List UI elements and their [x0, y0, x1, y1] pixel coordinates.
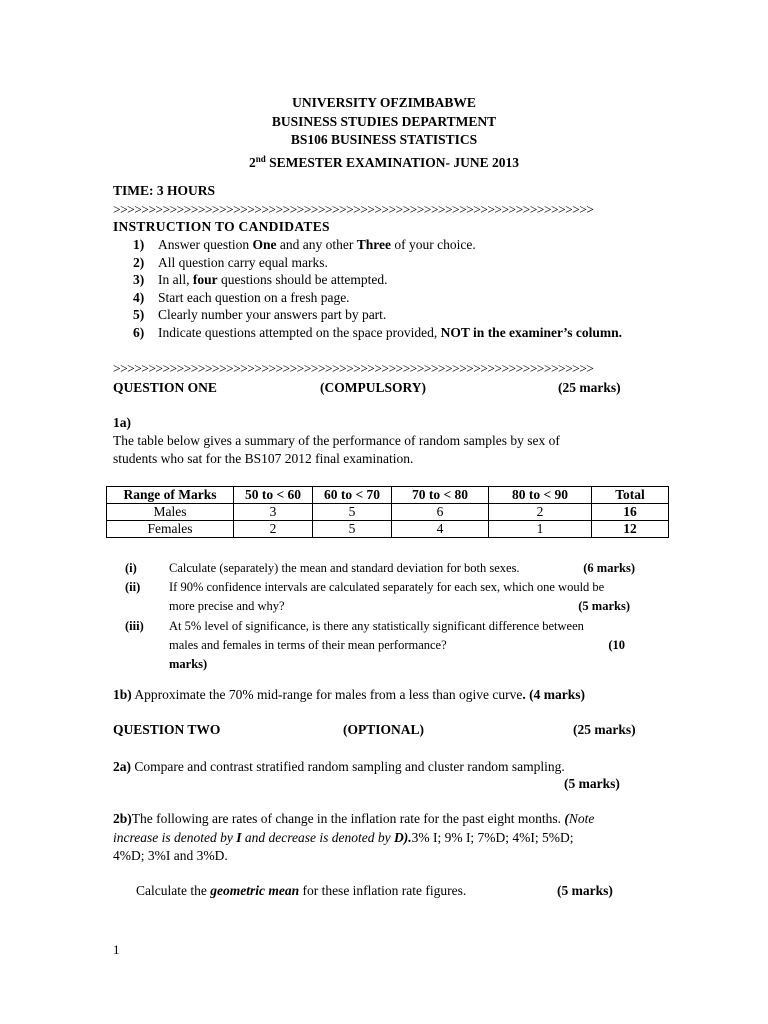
separator-bottom: >>>>>>>>>>>>>>>>>>>>>>>>>>>>>>>>>>>>>>>>>>>>>>>>>>>>>>>>>>>>>>>>>>>> — [113, 361, 594, 376]
table-cell: Males — [107, 504, 234, 521]
q2a-marks: (5 marks) — [564, 776, 620, 791]
table-header-cell: 50 to < 60 — [234, 487, 313, 504]
table-header-cell: Total — [592, 487, 669, 504]
table-header-cell: 60 to < 70 — [313, 487, 392, 504]
course-title: BS106 BUSINESS STATISTICS — [290, 132, 478, 148]
instruction-item: 4) Start each question on a fresh page. — [133, 289, 350, 305]
q2b-line1: 2b)The following are rates of change in the inflation rate for the past eight months. (Note — [113, 811, 595, 826]
q2b-line3: 4%D; 3%I and 3%D. — [113, 848, 228, 863]
instruction-item: 6) Indicate questions attempted on the space provided, NOT in the examiner’s column. — [133, 324, 623, 340]
q1-subpart-i: (i) Calculate (separately) the mean and standard deviation for both sexes. (6 marks) — [125, 561, 635, 575]
exam-header — [0, 94, 768, 172]
table-cell: 4 — [392, 521, 489, 538]
q1-type: (COMPULSORY) — [320, 380, 427, 395]
q1b: 1b) Approximate the 70% mid-range for males from a less than ogive curve. (4 marks) — [113, 687, 586, 702]
table-cell: 3 — [234, 504, 313, 521]
q2a: 2a) Compare and contrast stratified random sampling and cluster random sampling. — [113, 759, 565, 774]
instruction-item: 5) Clearly number your answers part by part. — [133, 307, 387, 323]
q2b-line2: increase is denoted by I and decrease is denoted by D).3% I; 9% I; 7%D; 4%I; 5%D; — [113, 830, 574, 845]
instruction-item: 2) All question carry equal marks. — [133, 254, 328, 270]
exam-title-sup: nd — [255, 153, 266, 164]
table-cell: 2 — [489, 504, 592, 521]
q1a-text-line2: students who sat for the BS107 2012 final examination. — [113, 451, 414, 466]
instruction-item: 3) In all, four questions should be attempted. — [133, 272, 388, 288]
table-header-cell: Range of Marks — [107, 487, 234, 504]
table-header-cell: 80 to < 90 — [489, 487, 592, 504]
q1-heading: QUESTION ONE — [113, 380, 217, 395]
table-row — [107, 521, 669, 538]
q1a-text-line1: The table below gives a summary of the performance of random samples by sex of — [113, 433, 560, 448]
instructions-title: INSTRUCTION TO CANDIDATES — [113, 219, 330, 234]
q1-subpart-ii: (ii) If 90% confidence intervals are calculated separately for each sex, which one would be more precise and why? (5 marks) — [125, 580, 630, 613]
table-header-cell: 70 to < 80 — [392, 487, 489, 504]
q1-marks: (25 marks) — [558, 380, 621, 395]
table-cell-total: 12 — [592, 521, 669, 538]
department-name: BUSINESS STUDIES DEPARTMENT — [271, 113, 497, 129]
q2b-calc: Calculate the geometric mean for these inflation rate figures. — [136, 883, 467, 898]
q2-marks: (25 marks) — [573, 722, 636, 737]
exam-title-prefix: 2 — [248, 154, 256, 170]
table-row — [107, 504, 669, 521]
q1-subpart-iii: (iii) At 5% level of significance, is there any statistically significant difference between males and females in terms of their mean performance? (10 marks) — [125, 619, 625, 671]
university-name: UNIVERSITY OFZIMBABWE — [292, 95, 476, 110]
exam-title-suffix: SEMESTER EXAMINATION- JUNE 2013 — [265, 154, 520, 170]
table-cell: 1 — [489, 521, 592, 538]
q1a-label: 1a) — [113, 415, 131, 430]
q2-type: (OPTIONAL) — [343, 722, 424, 737]
instruction-item: 1) Answer question One and any other Three of your choice. — [133, 237, 476, 252]
table-cell: 5 — [313, 504, 392, 521]
instructions-list — [113, 236, 653, 342]
table-cell: 6 — [392, 504, 489, 521]
table-cell-total: 16 — [592, 504, 669, 521]
exam-title — [0, 150, 768, 173]
marks-table — [106, 486, 669, 538]
table-cell: Females — [107, 521, 234, 538]
q2-heading: QUESTION TWO — [113, 722, 221, 737]
time-allowed: TIME: 3 HOURS — [113, 183, 216, 198]
page-number: 1 — [113, 942, 120, 957]
table-cell: 2 — [234, 521, 313, 538]
table-cell: 5 — [313, 521, 392, 538]
table-header-row — [107, 487, 669, 504]
q2b-marks: (5 marks) — [557, 883, 613, 898]
separator-top: >>>>>>>>>>>>>>>>>>>>>>>>>>>>>>>>>>>>>>>>>>>>>>>>>>>>>>>>>>>>>>>>>>>> — [113, 202, 594, 217]
